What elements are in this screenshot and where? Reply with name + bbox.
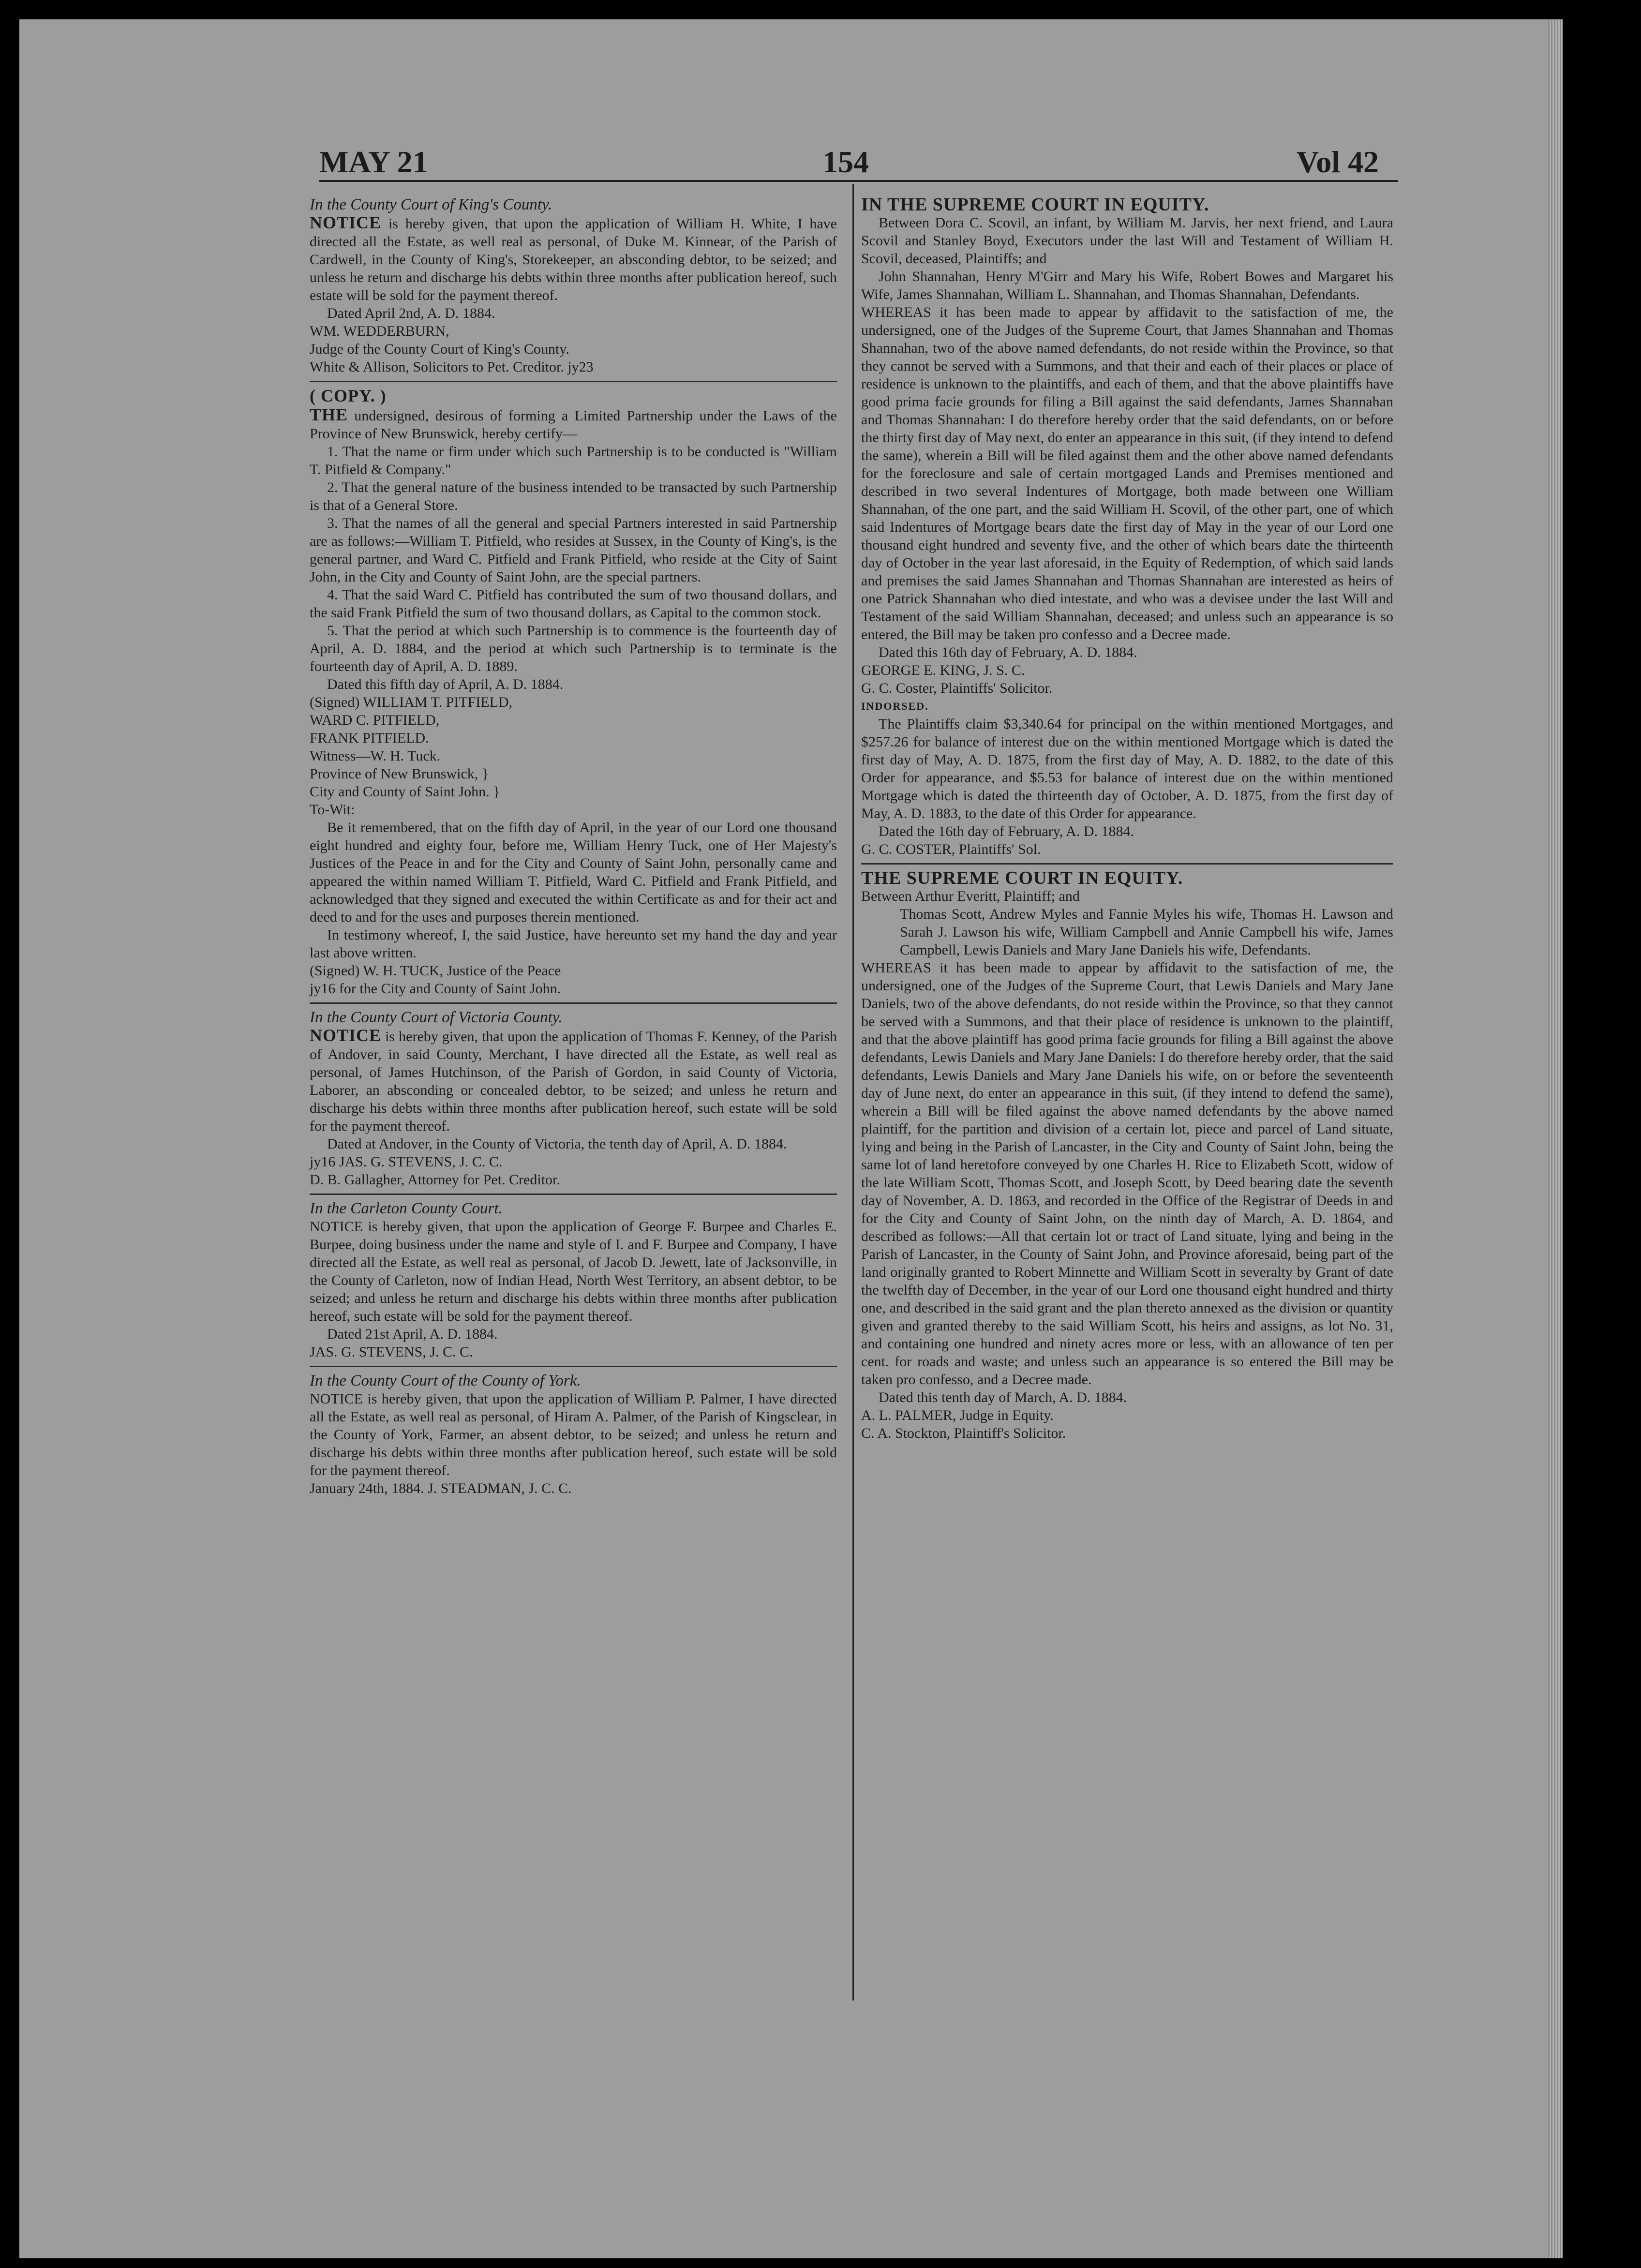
right-column (861, 196, 1393, 1442)
signature-line: FRANK PITFIELD. (310, 730, 429, 746)
paragraph: Be it remembered, that on the fifth day of April, in the year of our Lord one thousand eight hundred and eighty four, before me, William Henry Tuck, one of Her Majesty's Justices of the Peace in and for the City and County of Saint John, personally came and appeared the within named William T. Pitfield, Ward C. Pitfield and Frank Pitfield, and acknowledged that they signed and executed the within Certificate as and for their act and deed to and for the uses and purposes therein mentioned. (310, 820, 837, 925)
paragraph: Dated this 16th day of February, A. D. 1884. (879, 644, 1137, 660)
paragraph: To-Wit: (310, 802, 355, 818)
lead-word: THE (310, 405, 348, 424)
paragraph: Province of New Brunswick, } (310, 766, 489, 782)
signature-line: (Signed) W. H. TUCK, Justice of the Peace (310, 963, 561, 979)
paragraph: Dated this tenth day of March, A. D. 1884. (879, 1389, 1127, 1405)
section-heading: In the County Court of the County of York. (310, 1372, 581, 1389)
section-heading: In the County Court of Victoria County. (310, 1009, 563, 1026)
paragraph: 5. That the period at which such Partnership is to commence is the fourteenth day of April, A. D. 1884, and the period at which such Partnership is to terminate is the fourteenth day of April, A. D. 1889. (310, 623, 837, 674)
left-column (310, 196, 837, 1497)
signature-line: (Signed) WILLIAM T. PITFIELD, (310, 694, 513, 710)
paragraph: Witness—W. H. Tuck. (310, 748, 441, 764)
page-header (319, 144, 1379, 178)
paragraph: NOTICE is hereby given, that upon the application of George F. Burpee and Charles E. Burpee, doing business under the name and style of I. and F. Burpee and Company, I have directed all the Estate, as well real as personal, of Jacob D. Jewett, late of Jacksonville, in the County of Carleton, now of Indian Head, North West Territory, an absent debtor, to be seized; and unless he return and discharge his debts within three months after publication hereof, such estate will be sold for the payment thereof. (310, 1219, 837, 1324)
paragraph: The Plaintiffs claim $3,340.64 for principal on the within mentioned Mortgages, and $257.26 for balance of interest due on the within mentioned Mortgage which is dated the first day of May, A. D. 1875, from the first day of May, A. D. 1882, to the date of this Order for appearance, and $5.53 for balance of interest due on the within mentioned Mortgage which is dated the thirteenth day of October, A. D. 1875, from the first day of May, A. D. 1883, to the date of this Order for appearance. (861, 716, 1393, 821)
paragraph: 2. That the general nature of the business intended to be transacted by such Partnership is that of a General Store. (310, 479, 837, 513)
paragraph-text: is hereby given, that upon the application of William H. White, I have directed all the Estate, as well real as personal, of Duke M. Kinnear, of the Parish of Cardwell, in the County of King's, Storekeeper, an absconding debtor, to be seized; and unless he return and discharge his debts within three months after publication hereof, such estate will be sold for the payment thereof. (310, 216, 837, 303)
section-divider (310, 1194, 837, 1195)
signature-line: jy16 JAS. G. STEVENS, J. C. C. (310, 1154, 503, 1170)
paragraph: Between Dora C. Scovil, an infant, by William M. Jarvis, her next friend, and Laura Scovil and Stanley Boyd, Executors under the last Will and Testament of William H. Scovil, deceased, Plaintiffs; and (861, 215, 1393, 267)
paragraph: 1. That the name or firm under which such Partnership is to be conducted is "William T. Pitfield & Company." (310, 444, 837, 477)
section-divider (310, 381, 837, 382)
volume-label: Vol 42 (1296, 145, 1379, 179)
paragraph: Dated this fifth day of April, A. D. 1884. (327, 676, 564, 692)
paragraph: 3. That the names of all the general and special Partners interested in said Partnership are as follows:—William T. Pitfield, who resides at Sussex, in the County of King's, is the general partner, and Ward C. Pitfield and Frank Pitfield, who reside at the City of Saint John, in the City and County of Saint John, are the special partners. (310, 515, 837, 585)
lead-word: NOTICE (310, 1026, 382, 1045)
signature-line: jy16 for the City and County of Saint John. (310, 981, 561, 997)
signature-line: G. C. COSTER, Plaintiffs' Sol. (861, 841, 1041, 857)
section-heading: THE SUPREME COURT IN EQUITY. (861, 868, 1183, 888)
section-divider (861, 863, 1393, 865)
column-divider (852, 184, 854, 2000)
paragraph: 4. That the said Ward C. Pitfield has contributed the sum of two thousand dollars, and the said Frank Pitfield the sum of two thousand dollars, as Capital to the common stock. (310, 587, 837, 621)
paragraph: Dated 21st April, A. D. 1884. (327, 1326, 498, 1342)
signature-line: GEORGE E. KING, J. S. C. (861, 662, 1025, 678)
section-divider (310, 1366, 837, 1367)
paragraph-text: is hereby given, that upon the application of Thomas F. Kenney, of the Parish of Andover, in said County, Merchant, I have directed all the Estate, as well real as personal, of James Hutchinson, of the Parish of Gordon, in said County of Victoria, Laborer, an absconding or concealed debtor, to be seized; and unless he return and discharge his debts within three months after publication hereof, such estate will be sold for the payment thereof. (310, 1029, 837, 1134)
section-divider (310, 1002, 837, 1004)
paragraph: C. A. Stockton, Plaintiff's Solicitor. (861, 1425, 1066, 1441)
paragraph: John Shannahan, Henry M'Girr and Mary his Wife, Robert Bowes and Margaret his Wife, James Shannahan, William L. Shannahan, and Thomas Shannahan, Defendants. (861, 269, 1393, 302)
section-heading: In the Carleton County Court. (310, 1200, 503, 1217)
paragraph: City and County of Saint John. } (310, 784, 500, 800)
paragraph (310, 1027, 837, 1135)
paragraph: Thomas Scott, Andrew Myles and Fannie Myles his wife, Thomas H. Lawson and Sarah J. Lawson his wife, William Campbell and Annie Campbell his wife, James Campbell, Lewis Daniels and Mary Jane Daniels his wife, Defendants. (900, 906, 1393, 958)
paragraph: WHEREAS it has been made to appear by affidavit to the satisfaction of me, the undersigned, one of the Judges of the Supreme Court, that James Shannahan and Thomas Shannahan, two of the above named defendants, do not reside within the Province, so that they cannot be served with a Summons, and that their and each of their places or place of residence is unknown to the plaintiffs, and each of them, and that the above plaintiffs have good prima facie grounds for filing a Bill against the said defendants, James Shannahan and Thomas Shannahan: I do therefore hereby order that the said defendants, on or before the thirty first day of May next, do enter an appearance in this suit, (if they intend to defend the same), wherein a Bill will be filed against them and the other above named defendants for the foreclosure and sale of certain mortgaged Lands and Premises mentioned and described in two several Indentures of Mortgage, both made between one William Shannahan, of the one part, and the said William H. Scovil, of the other part, one of which said Indentures of Mortgage bears date the first day of May in the year of our Lord one thousand eight hundred and seventy five, and the other of which bears date the thirteenth day of October in the year last aforesaid, in the Equity of Redemption, of which said lands and premises the said James Shannahan and Thomas Shannahan are interested as heirs of one Patrick Shannahan who died intestate, and who was a devisee under the last Will and Testament of the said William Shannahan, deceased; and unless such an appearance is so entered, the Bill may be taken pro confesso and a Decree made. (861, 304, 1393, 642)
lead-word: NOTICE (310, 213, 382, 232)
section-heading: IN THE SUPREME COURT IN EQUITY. (861, 194, 1209, 215)
section-heading: In the County Court of King's County. (310, 196, 552, 213)
sub-heading: INDORSED. (861, 700, 929, 712)
paragraph: Dated the 16th day of February, A. D. 1884. (879, 823, 1134, 839)
paragraph: Dated at Andover, in the County of Victoria, the tenth day of April, A. D. 1884. (327, 1136, 787, 1152)
paragraph: White & Allison, Solicitors to Pet. Creditor. jy23 (310, 359, 594, 375)
paragraph: D. B. Gallagher, Attorney for Pet. Creditor. (310, 1172, 560, 1188)
paragraph (310, 387, 837, 406)
signature-line: A. L. PALMER, Judge in Equity. (861, 1407, 1054, 1423)
paragraph (310, 406, 837, 443)
paragraph: In testimony whereof, I, the said Justice, have hereunto set my hand the day and year last above written. (310, 927, 837, 961)
paragraph (310, 214, 837, 304)
paragraph: G. C. Coster, Plaintiffs' Solicitor. (861, 680, 1053, 696)
paragraph: January 24th, 1884. J. STEADMAN, J. C. C. (310, 1480, 572, 1496)
signature-line: WM. WEDDERBURN, (310, 323, 449, 339)
paragraph-text: undersigned, desirous of forming a Limited Partnership under the Laws of the Province of New Brunswick, hereby certify— (310, 408, 837, 442)
page-number: 154 (822, 145, 869, 179)
issue-date: MAY 21 (319, 145, 428, 179)
paragraph: WHEREAS it has been made to appear by affidavit to the satisfaction of me, the undersigned, one of the Judges of the Supreme Court, that Lewis Daniels and Mary Jane Daniels, two of the above defendants, do not reside within the Province, so that they cannot be served with a Summons, and that their place of residence is unknown to the plaintiff, and that the above plaintiff has good prima facie grounds for filing a Bill against the above defendants, Lewis Daniels and Mary Jane Daniels: I do therefore hereby order, that the said defendants, Lewis Daniels and Mary Jane Daniels his wife, on or before the seventeenth day of June next, do enter an appearance in this suit, (if they intend to defend the same), wherein a Bill will be filed against the above named defendants by the above named plaintiff, for the partition and division of a certain lot, piece and parcel of Land situate, lying and being in the Parish of Lancaster, in the City and County of Saint John, being the same lot of land heretofore conveyed by one Charles H. Rice to Elizabeth Scott, widow of the late William Scott, Thomas Scott, and Joseph Scott, by Deed bearing date the seventh day of November, A. D. 1863, and recorded in the Office of the Registrar of Deeds in and for the City and County of Saint John, on the ninth day of March, A. D. 1864, and described as follows:—All that certain lot or tract of Land situate, lying and being in the Parish of Lancaster, in the County of Saint John, and Province aforesaid, being part of the land originally granted to Robert Minnette and William Scott in severalty by Grant of date the twelfth day of December, in the year of our Lord one thousand eight hundred and thirty one, and described in the said grant and the plan thereto annexed as the division or quantity given and granted thereby to the said William Scott, his heirs and assigns, as lot No. 31, and containing one hundred and ninety acres more or less, with an allowance of ten per cent. for roads and waste; and unless such an appearance is so entered the Bill may be taken pro confesso, and a Decree made. (861, 960, 1393, 1388)
header-rule (319, 180, 1398, 182)
signature-line: Judge of the County Court of King's County. (310, 341, 569, 357)
signature-line: WARD C. PITFIELD, (310, 712, 440, 728)
paragraph: NOTICE is hereby given, that upon the application of William P. Palmer, I have directed all the Estate, as well real as personal, of Hiram A. Palmer, of the Parish of Kingsclear, in the County of York, Farmer, an absent debtor, to be seized; and unless he return and discharge his debts within three months after publication hereof, such estate will be sold for the payment thereof. (310, 1391, 837, 1478)
paragraph: Dated April 2nd, A. D. 1884. (327, 305, 495, 321)
page-edge (1548, 19, 1563, 2258)
signature-line: JAS. G. STEVENS, J. C. C. (310, 1344, 473, 1360)
paragraph: Between Arthur Everitt, Plaintiff; and (861, 888, 1080, 904)
lead-word: ( COPY. ) (310, 386, 387, 405)
